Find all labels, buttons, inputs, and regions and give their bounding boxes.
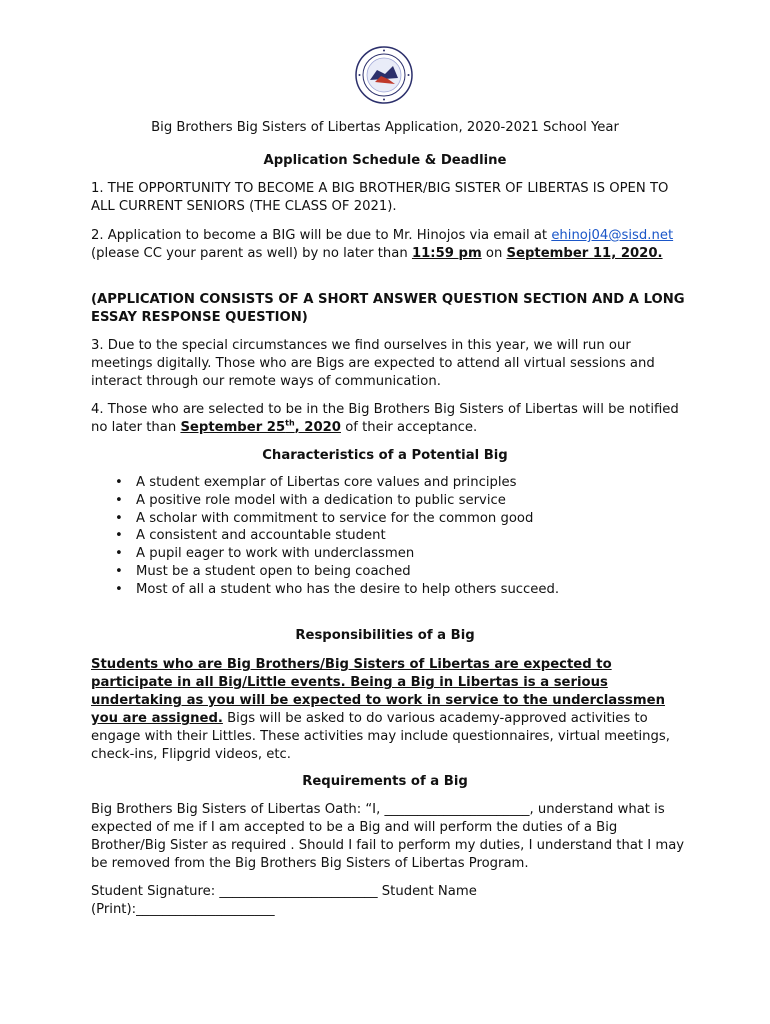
characteristics-list bbox=[115, 474, 559, 599]
list-item: • A pupil eager to work with underclassmen bbox=[115, 545, 559, 563]
list-item: • A positive role model with a dedication to public service bbox=[115, 492, 559, 510]
schedule-item-4 bbox=[91, 401, 691, 437]
oath-text: Big Brothers Big Sisters of Libertas Oath: “I, ______________________, understand what is expected of me if I am accepted to be a Big and will perform the duties of a Big Brother/Big Sister as required . Should I fail to perform my duties, I understand that I may be removed from the Big Brothers Big Sisters of Libertas Program. bbox=[91, 802, 685, 871]
responsibilities-bold: Students who are Big Brothers/Big Sisters of Libertas are expected to participate in all Big/Little events. Being a Big in Libertas is a serious undertaking as you will be expected to work in service to the underclassmen you are assigned. bbox=[91, 657, 665, 726]
item4-suffix: of their acceptance. bbox=[345, 420, 478, 435]
requirements-heading: Requirements of a Big bbox=[302, 774, 468, 789]
document-title: Big Brothers Big Sisters of Libertas Application, 2020-2021 School Year bbox=[151, 120, 619, 135]
application-note: (APPLICATION CONSISTS OF A SHORT ANSWER QUESTION SECTION AND A LONG ESSAY RESPONSE QUESTION) bbox=[91, 292, 685, 325]
item2-prefix: 2. Application to become a BIG will be due to Mr. Hinojos via email at bbox=[91, 228, 548, 243]
characteristics-heading: Characteristics of a Potential Big bbox=[262, 448, 508, 463]
list-item: • A consistent and accountable student bbox=[115, 527, 559, 545]
item2-on: on bbox=[485, 246, 503, 261]
responsibilities-body: Bigs will be asked to do various academy-approved activities to engage with their Littles. These activities may include questionnaires, virtual meetings, check-ins, Flipgrid videos, etc. bbox=[91, 711, 670, 762]
responsibilities-text bbox=[91, 656, 691, 764]
deadline-time: 11:59 pm bbox=[411, 246, 482, 261]
list-item: • A scholar with commitment to service for the common good bbox=[115, 510, 559, 528]
email-link[interactable]: ehinoj04@sisd.net bbox=[551, 228, 674, 243]
responsibilities-heading: Responsibilities of a Big bbox=[295, 628, 475, 643]
signature-line: Student Signature: ________________________ Student Name (Print):_____________________ bbox=[91, 884, 477, 917]
list-item: • Must be a student open to being coached bbox=[115, 563, 559, 581]
notify-date: September 25th, 2020 bbox=[180, 418, 341, 435]
school-seal-logo bbox=[355, 46, 413, 104]
list-item: • Most of all a student who has the desire to help others succeed. bbox=[115, 581, 559, 599]
schedule-heading: Application Schedule & Deadline bbox=[263, 153, 507, 168]
list-item: • A student exemplar of Libertas core values and principles bbox=[115, 474, 559, 492]
item2-mid: (please CC your parent as well) by no later than bbox=[91, 246, 408, 261]
deadline-date: September 11, 2020. bbox=[506, 246, 663, 261]
schedule-item-3: 3. Due to the special circumstances we find ourselves in this year, we will run our meetings digitally. Those who are Bigs are expected to attend all virtual sessions and interact through our remote ways of communication. bbox=[91, 338, 655, 389]
item4-prefix: 4. Those who are selected to be in the Big Brothers Big Sisters of Libertas will be notified no later than bbox=[91, 402, 679, 435]
schedule-item-1: 1. THE OPPORTUNITY TO BECOME A BIG BROTHER/BIG SISTER OF LIBERTAS IS OPEN TO ALL CURRENT SENIORS (THE CLASS OF 2021). bbox=[91, 181, 669, 214]
schedule-item-2 bbox=[91, 227, 691, 263]
